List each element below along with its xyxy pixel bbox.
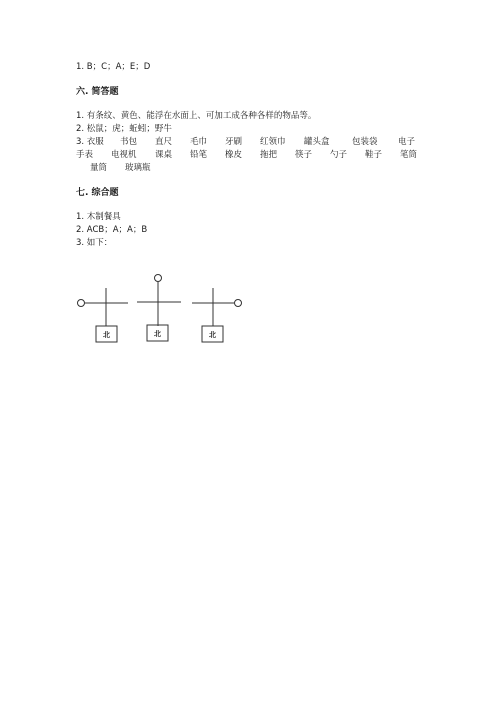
box-label-north: 北 bbox=[154, 330, 161, 338]
answer-7-1: 1. 木制餐具 bbox=[76, 212, 121, 222]
answer-6-3-row-1 bbox=[76, 137, 436, 148]
answer-6-3-row-3 bbox=[76, 163, 436, 174]
direction-figure-3 bbox=[192, 288, 242, 342]
list-item: 包装袋 bbox=[352, 137, 378, 147]
list-item: 毛巾 bbox=[190, 137, 208, 147]
direction-diagram-svg bbox=[70, 268, 260, 348]
box-label-north: 北 bbox=[103, 331, 110, 339]
list-item: 量筒 bbox=[90, 163, 108, 173]
list-item: 红领巾 bbox=[260, 137, 286, 147]
marker-circle bbox=[155, 275, 162, 282]
list-item: 鞋子 bbox=[365, 150, 383, 160]
list-item: 电子 bbox=[398, 137, 416, 147]
list-item: 筷子 bbox=[295, 150, 313, 160]
list-item: 橡皮 bbox=[225, 150, 243, 160]
list-item: 罐头盒 bbox=[304, 137, 330, 147]
marker-circle bbox=[235, 300, 242, 307]
answer-6-1: 1. 有条纹、黄色、能浮在水面上、可加工成各种各样的物品等。 bbox=[76, 111, 317, 121]
list-item: 玻璃瓶 bbox=[125, 163, 151, 173]
list-item: 手表 bbox=[76, 150, 94, 160]
list-item: 直尺 bbox=[155, 137, 173, 147]
list-item: 拖把 bbox=[260, 150, 278, 160]
marker-circle bbox=[78, 300, 85, 307]
box-label-north: 北 bbox=[209, 331, 216, 339]
list-item: 铅笔 bbox=[190, 150, 208, 160]
section-7-heading: 七. 综合题 bbox=[76, 188, 119, 198]
answer-6-2: 2. 松鼠；虎；蚯蚓；野牛 bbox=[76, 124, 172, 134]
list-item: 书包 bbox=[120, 137, 138, 147]
list-item: 课桌 bbox=[155, 150, 173, 160]
answer-6-3-prefix: 3. 衣服 bbox=[76, 137, 104, 147]
list-item: 牙刷 bbox=[225, 137, 243, 147]
answer-7-2: 2. ACB；A；A；B bbox=[76, 225, 148, 235]
answer-6-3-row-2 bbox=[76, 150, 436, 161]
answer-7-3: 3. 如下： bbox=[76, 238, 113, 248]
direction-diagram bbox=[70, 268, 260, 348]
list-item: 笔筒 bbox=[400, 150, 418, 160]
answer-5-1: 1. B；C；A；E；D bbox=[76, 62, 151, 72]
section-6-heading: 六. 简答题 bbox=[76, 87, 119, 97]
list-item: 勺子 bbox=[330, 150, 348, 160]
list-item: 电视机 bbox=[111, 150, 137, 160]
